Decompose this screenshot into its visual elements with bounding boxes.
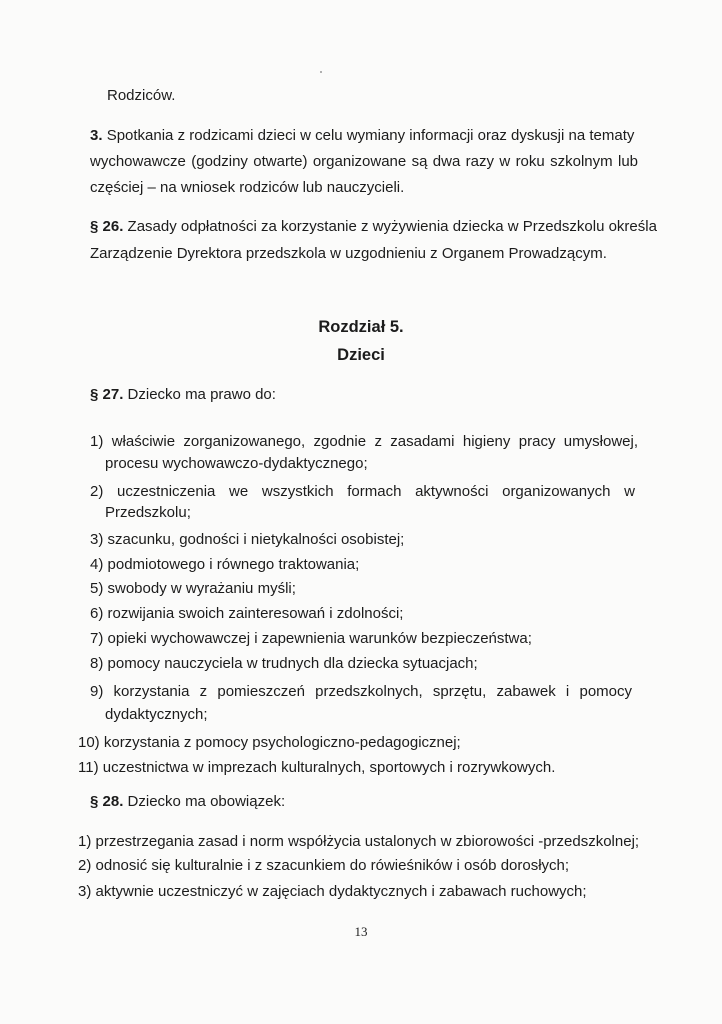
s26-line2: Zarządzenie Dyrektora przedszkola w uzgodnieniu z Organem Prowadzącym. [90, 245, 607, 262]
para3-line3: częściej – na wniosek rodziców lub nauczycieli. [90, 179, 405, 196]
list-item: procesu wychowawczo-dydaktycznego; [105, 455, 368, 472]
s26-line1-text: Zasady odpłatności za korzystanie z wyżywienia dziecka w Przedszkolu określa [127, 218, 657, 235]
list-item: 10) korzystania z pomocy psychologiczno-pedagogicznej; [78, 734, 461, 751]
chapter-title: Rozdział 5. [318, 318, 404, 336]
para3-line2: wychowawcze (godziny otwarte) organizowane są dwa razy w roku szkolnym lub [90, 153, 638, 170]
s28-intro [90, 792, 285, 812]
s27-intro [90, 385, 276, 405]
s27-number: § 27. [90, 386, 124, 403]
list-item: 1) właściwie zorganizowanego, zgodnie z zasadami higieny pracy umysłowej, [90, 433, 638, 450]
s28-intro-text: Dziecko ma obowiązek: [127, 793, 286, 810]
scan-speck [320, 71, 322, 73]
para3-line1 [90, 126, 634, 146]
list-item: 2) odnosić się kulturalnie i z szacunkiem do rówieśników i osób dorosłych; [78, 857, 570, 874]
s28-number: § 28. [90, 793, 124, 810]
list-item: 4) podmiotowego i równego traktowania; [90, 556, 360, 573]
list-item: 7) opieki wychowawczej i zapewnienia warunków bezpieczeństwa; [90, 630, 532, 647]
list-item: 1) przestrzegania zasad i norm współżycia ustalonych w zbiorowości -przedszkolnej; [78, 833, 640, 850]
page-number: 13 [354, 924, 368, 939]
chapter-subtitle: Dzieci [337, 346, 385, 364]
list-item: 2) uczestniczenia we wszystkich formach aktywności organizowanych w [90, 483, 635, 500]
s26-line1 [90, 217, 657, 237]
list-item: 11) uczestnictwa w imprezach kulturalnych, sportowych i rozrywkowych. [78, 759, 556, 776]
list-item: dydaktycznych; [105, 706, 208, 723]
s27-intro-text: Dziecko ma prawo do: [127, 386, 276, 403]
continuation-text: Rodziców. [107, 87, 176, 104]
list-item: 3) szacunku, godności i nietykalności osobistej; [90, 531, 405, 548]
para3-line1-text: Spotkania z rodzicami dzieci w celu wymiany informacji oraz dyskusji na tematy [106, 127, 635, 144]
list-item: 5) swobody w wyrażaniu myśli; [90, 580, 296, 597]
list-item: Przedszkolu; [105, 504, 191, 521]
list-item: 6) rozwijania swoich zainteresowań i zdolności; [90, 605, 404, 622]
list-item: 8) pomocy nauczyciela w trudnych dla dziecka sytuacjach; [90, 655, 478, 672]
s26-number: § 26. [90, 218, 124, 235]
list-item: 9) korzystania z pomieszczeń przedszkolnych, sprzętu, zabawek i pomocy [90, 683, 632, 700]
para3-number: 3. [90, 127, 103, 144]
list-item: 3) aktywnie uczestniczyć w zajęciach dydaktycznych i zabawach ruchowych; [78, 883, 587, 900]
